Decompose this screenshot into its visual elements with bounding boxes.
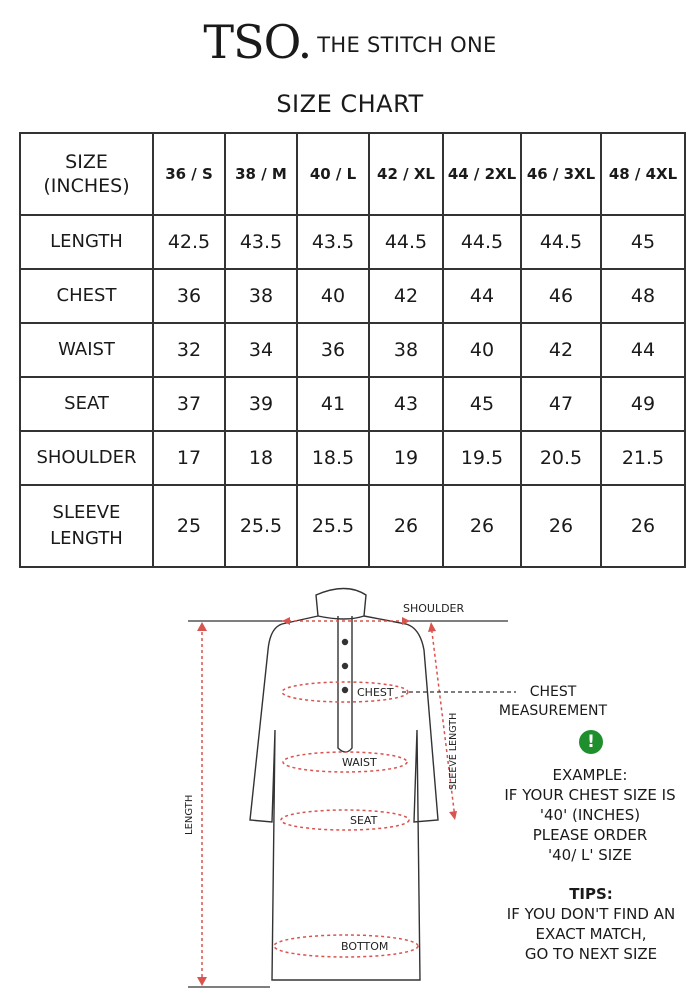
row-label: LENGTH	[20, 215, 153, 269]
kurta-body	[250, 616, 438, 980]
table-cell: 42.5	[153, 215, 225, 269]
arrowhead	[449, 811, 457, 820]
table-row-chest	[20, 269, 685, 323]
table-cell: 44.5	[369, 215, 443, 269]
example-line: PLEASE ORDER	[532, 826, 648, 844]
table-cell: 45	[601, 215, 685, 269]
table-cell: 44.5	[443, 215, 521, 269]
shoulder-label: SHOULDER	[403, 602, 465, 615]
row-label: SEAT	[20, 377, 153, 431]
table-cell: 38	[369, 323, 443, 377]
table-cell: 48	[601, 269, 685, 323]
size-column-header: 48 / 4XL	[601, 133, 685, 215]
table-cell: 39	[225, 377, 297, 431]
table-cell: 40	[297, 269, 369, 323]
table-cell: 19.5	[443, 431, 521, 485]
table-cell: 20.5	[521, 431, 601, 485]
size-header-row	[20, 133, 685, 215]
brand-name: THE STITCH ONE	[317, 33, 497, 57]
example-line: IF YOUR CHEST SIZE IS	[504, 786, 676, 804]
table-cell: 40	[443, 323, 521, 377]
table-cell: 36	[297, 323, 369, 377]
table-cell: 26	[443, 485, 521, 567]
brand-logo: TSO.	[203, 15, 312, 69]
table-cell: 42	[369, 269, 443, 323]
table-row-waist	[20, 323, 685, 377]
table-row-length	[20, 215, 685, 269]
kurta-button	[343, 640, 348, 645]
bottom-label: BOTTOM	[341, 940, 389, 953]
table-row-shoulder	[20, 431, 685, 485]
row-label	[20, 485, 153, 567]
table-cell: 18.5	[297, 431, 369, 485]
table-cell: 18	[225, 431, 297, 485]
waist-label: WAIST	[342, 756, 377, 769]
table-cell: 36	[153, 269, 225, 323]
table-cell: 49	[601, 377, 685, 431]
table-row-seat	[20, 377, 685, 431]
table-cell: 45	[443, 377, 521, 431]
kurta-button	[343, 688, 348, 693]
kurta-outline	[250, 589, 438, 981]
table-cell: 25.5	[297, 485, 369, 567]
tips-line: EXACT MATCH,	[535, 925, 647, 943]
table-cell: 26	[369, 485, 443, 567]
measure-lines	[202, 621, 455, 982]
table-cell: 21.5	[601, 431, 685, 485]
table-cell: 32	[153, 323, 225, 377]
chest-measurement-note	[493, 683, 613, 721]
brand-header	[0, 10, 700, 69]
table-cell: 44	[601, 323, 685, 377]
length-label: LENGTH	[184, 794, 195, 835]
table-cell: 37	[153, 377, 225, 431]
row-label: SHOULDER	[20, 431, 153, 485]
table-row-sleeve-length	[20, 485, 685, 567]
example-line: '40/ L' SIZE	[548, 846, 632, 864]
size-column-header: 46 / 3XL	[521, 133, 601, 215]
kurta-collar	[316, 589, 366, 620]
chest-label: CHEST	[357, 686, 394, 699]
table-cell: 43	[369, 377, 443, 431]
size-column-header: 38 / M	[225, 133, 297, 215]
sleeve-length-label: SLEEVE LENGTH	[448, 712, 459, 790]
table-cell: 43.5	[225, 215, 297, 269]
table-cell: 26	[521, 485, 601, 567]
chest-measurement-line: MEASUREMENT	[498, 703, 608, 719]
table-cell: 41	[297, 377, 369, 431]
table-cell: 44.5	[521, 215, 601, 269]
size-header-label: SIZE	[65, 151, 108, 173]
exclamation-icon: !	[579, 730, 603, 754]
row-label: WAIST	[20, 323, 153, 377]
kurta-button	[343, 664, 348, 669]
size-chart-table	[19, 132, 686, 568]
size-column-header: 40 / L	[297, 133, 369, 215]
table-cell: 34	[225, 323, 297, 377]
tips-note	[496, 904, 686, 964]
tips-title: TIPS:	[569, 885, 613, 903]
table-cell: 43.5	[297, 215, 369, 269]
row-label-line: SLEEVE	[52, 502, 121, 523]
tips-line: IF YOU DON'T FIND AN	[506, 905, 676, 923]
tips-line: GO TO NEXT SIZE	[524, 945, 658, 963]
example-line: '40' (INCHES)	[539, 806, 641, 824]
kurta-placket	[338, 616, 352, 752]
table-cell: 46	[521, 269, 601, 323]
example-line: EXAMPLE:	[552, 766, 628, 784]
example-note	[495, 765, 685, 865]
table-cell: 38	[225, 269, 297, 323]
size-column-header: 42 / XL	[369, 133, 443, 215]
table-cell: 47	[521, 377, 601, 431]
table-cell: 42	[521, 323, 601, 377]
table-cell: 26	[601, 485, 685, 567]
seat-label: SEAT	[350, 814, 378, 827]
arrowhead	[197, 622, 207, 631]
table-cell: 25.5	[225, 485, 297, 567]
table-cell: 19	[369, 431, 443, 485]
row-label-line: LENGTH	[50, 528, 123, 549]
page-title: SIZE CHART	[276, 90, 424, 118]
arrowhead	[197, 977, 207, 986]
row-label: CHEST	[20, 269, 153, 323]
size-column-header: 36 / S	[153, 133, 225, 215]
size-column-header: 44 / 2XL	[443, 133, 521, 215]
chest-measurement-line: CHEST	[529, 684, 577, 700]
seat-measure-ellipse	[281, 810, 409, 830]
units-header-label: (INCHES)	[43, 175, 130, 197]
table-cell: 17	[153, 431, 225, 485]
size-units-header	[20, 133, 153, 215]
table-cell: 44	[443, 269, 521, 323]
arrowhead	[428, 622, 436, 632]
table-cell: 25	[153, 485, 225, 567]
